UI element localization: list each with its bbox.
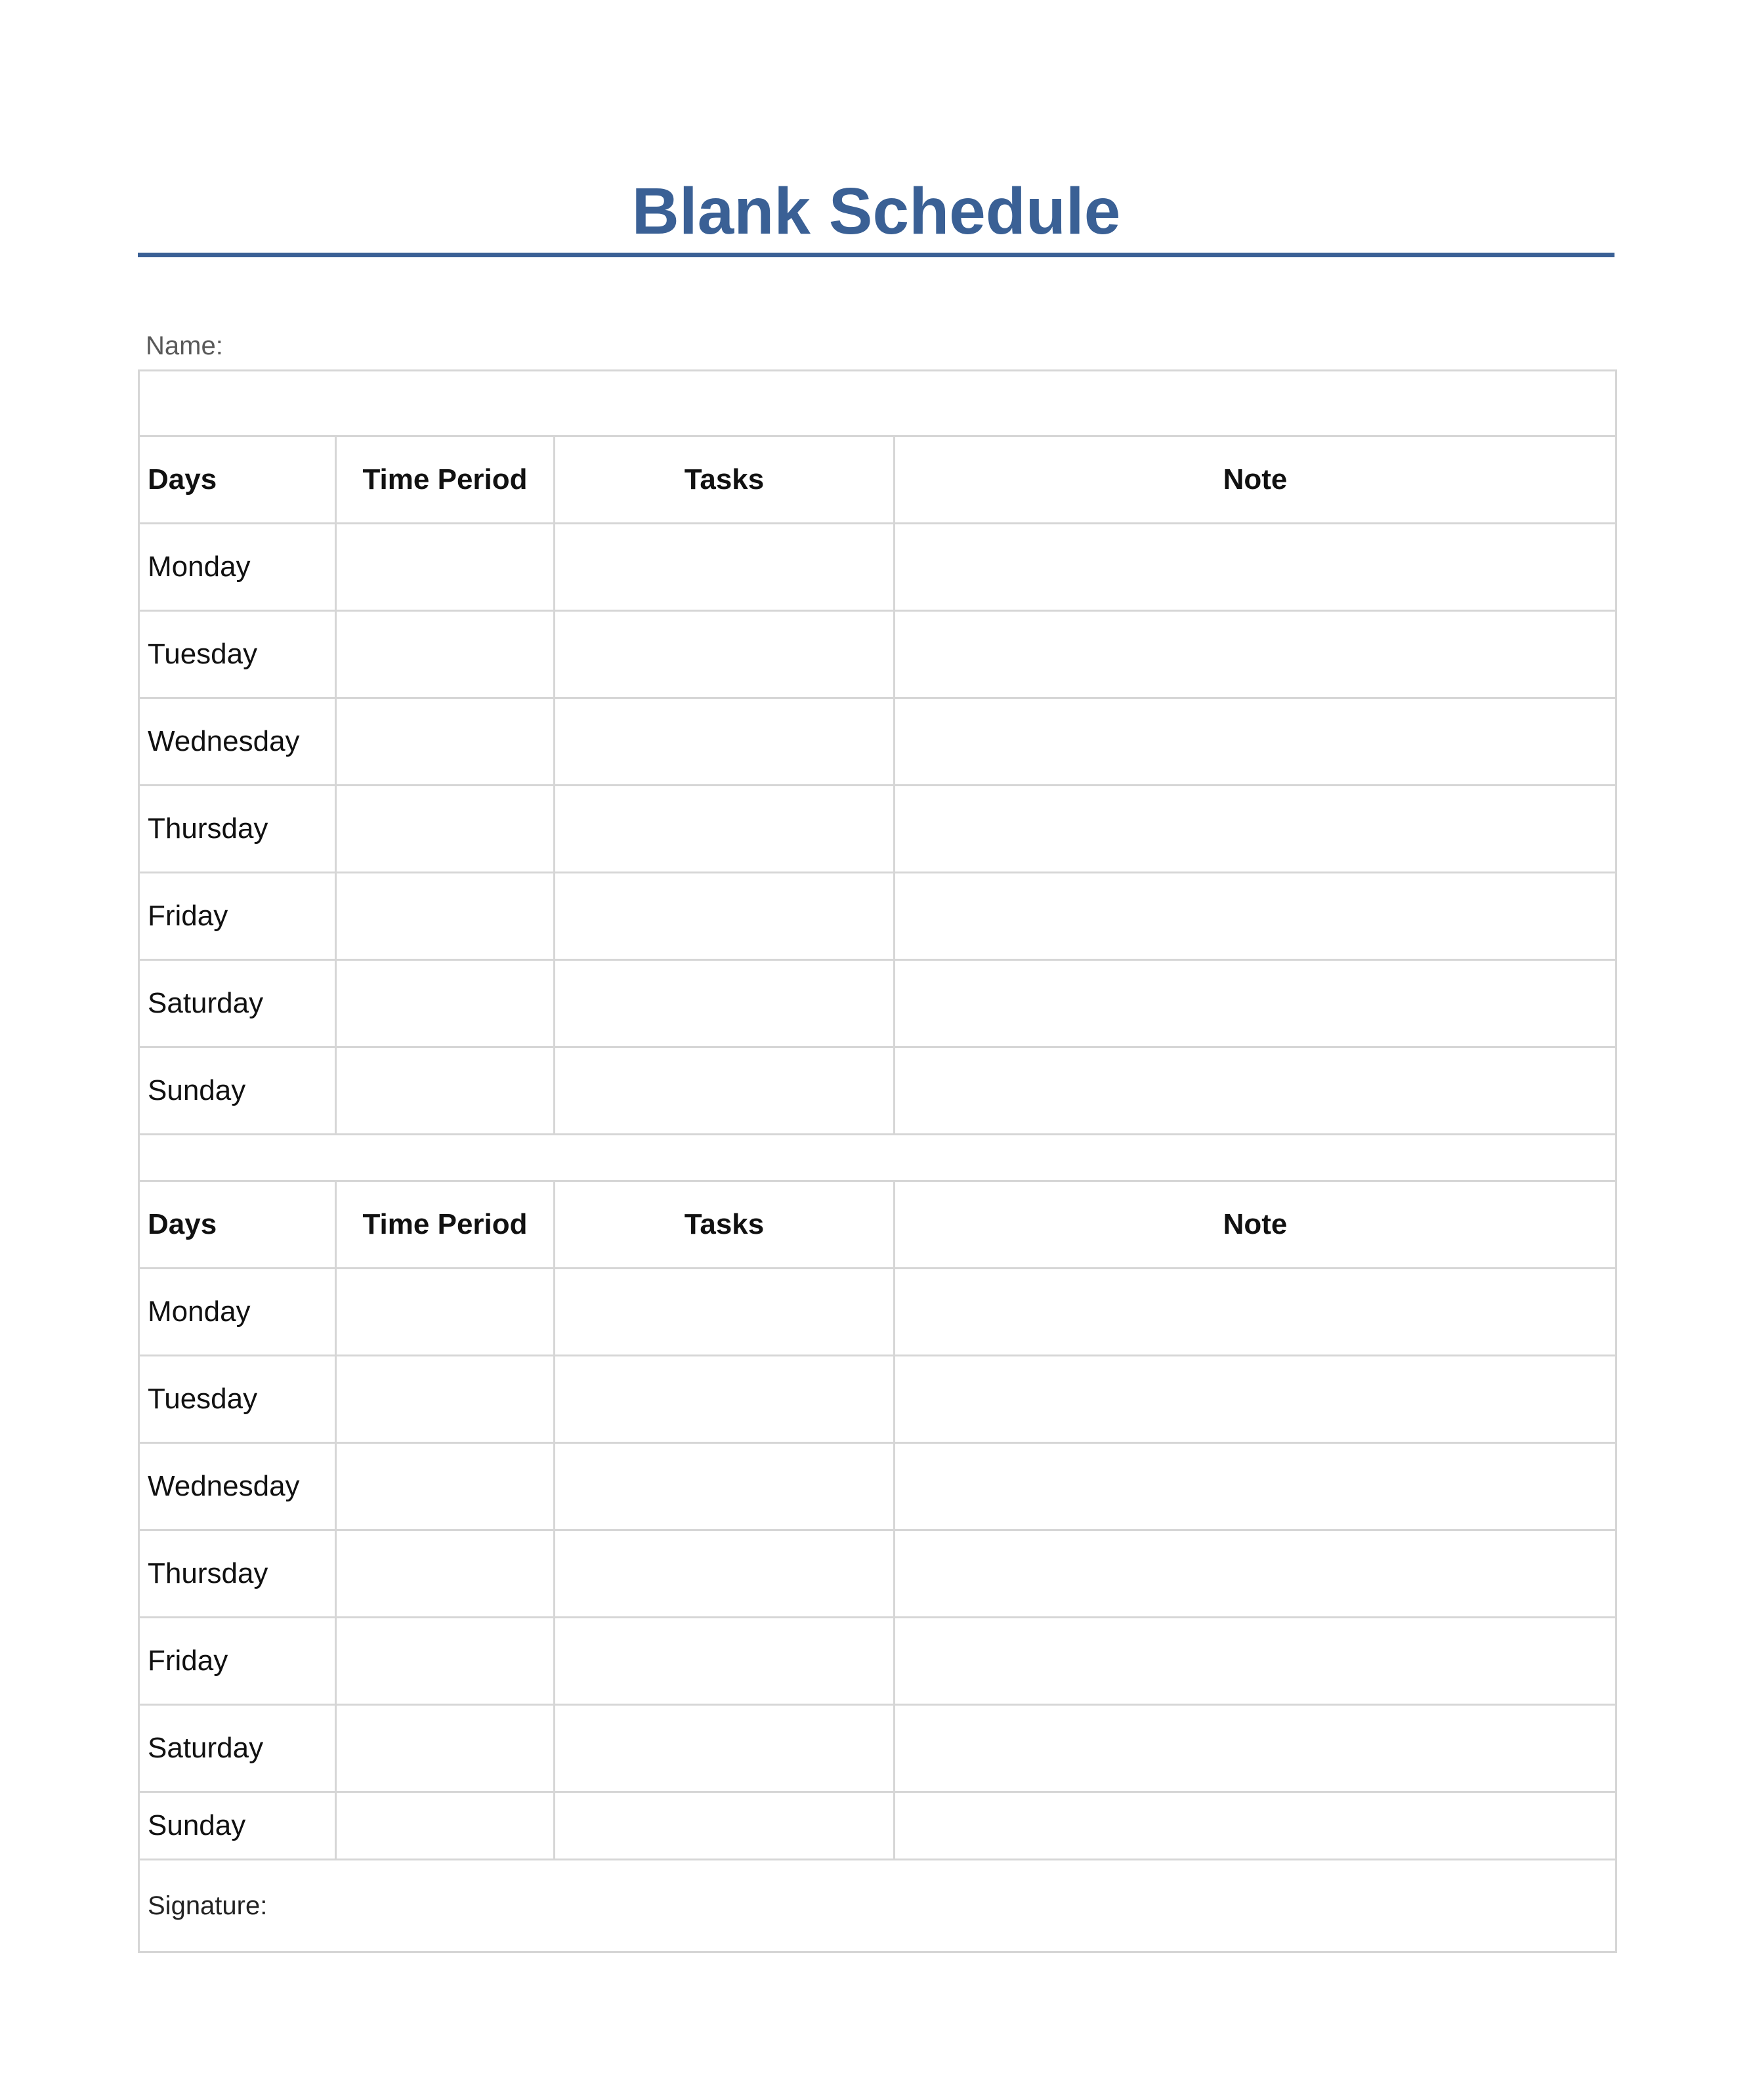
day-label: Sunday [139,1047,336,1135]
name-label: Name: [146,331,223,360]
tasks-cell[interactable] [555,960,895,1047]
tasks-cell[interactable] [555,1047,895,1135]
tasks-cell[interactable] [555,1443,895,1530]
time-period-cell[interactable] [336,786,555,873]
note-cell[interactable] [895,1792,1616,1860]
header-note: Note [895,1181,1616,1269]
note-cell[interactable] [895,1618,1616,1705]
time-period-cell[interactable] [336,1047,555,1135]
time-period-cell[interactable] [336,1792,555,1860]
note-cell[interactable] [895,873,1616,960]
time-period-cell[interactable] [336,1356,555,1443]
time-period-cell[interactable] [336,698,555,786]
table-row [139,1618,1616,1705]
time-period-cell[interactable] [336,1530,555,1618]
tasks-cell[interactable] [555,1618,895,1705]
day-label: Friday [139,873,336,960]
tasks-cell[interactable] [555,698,895,786]
table-row [139,873,1616,960]
header-time-period: Time Period [336,1181,555,1269]
table-row [139,786,1616,873]
header-days: Days [139,1181,336,1269]
table-row [139,1792,1616,1860]
name-entry-field[interactable] [139,371,1616,436]
tasks-cell[interactable] [555,611,895,698]
day-label: Saturday [139,1705,336,1792]
note-cell[interactable] [895,1443,1616,1530]
document-title: Blank Schedule [631,175,1121,248]
schedule-table [138,369,1617,1953]
tasks-cell[interactable] [555,524,895,611]
day-label: Monday [139,524,336,611]
table-row [139,698,1616,786]
day-label: Saturday [139,960,336,1047]
header-note: Note [895,436,1616,524]
day-label: Thursday [139,786,336,873]
time-period-cell[interactable] [336,524,555,611]
table-row [139,1356,1616,1443]
tasks-cell[interactable] [555,1269,895,1356]
day-label: Monday [139,1269,336,1356]
header-days: Days [139,436,336,524]
note-cell[interactable] [895,1356,1616,1443]
time-period-cell[interactable] [336,1443,555,1530]
note-cell[interactable] [895,1530,1616,1618]
tasks-cell[interactable] [555,1705,895,1792]
day-label: Wednesday [139,1443,336,1530]
tasks-cell[interactable] [555,1530,895,1618]
day-label: Friday [139,1618,336,1705]
table-row [139,1047,1616,1135]
tasks-cell[interactable] [555,873,895,960]
table-row [139,960,1616,1047]
header-row-week-2 [139,1181,1616,1269]
day-label: Wednesday [139,698,336,786]
header-tasks: Tasks [555,1181,895,1269]
time-period-cell[interactable] [336,1269,555,1356]
note-cell[interactable] [895,960,1616,1047]
time-period-cell[interactable] [336,611,555,698]
note-cell[interactable] [895,1047,1616,1135]
day-label: Tuesday [139,611,336,698]
day-label: Tuesday [139,1356,336,1443]
time-period-cell[interactable] [336,873,555,960]
time-period-cell[interactable] [336,1618,555,1705]
day-label: Thursday [139,1530,336,1618]
table-row [139,1269,1616,1356]
note-cell[interactable] [895,611,1616,698]
signature-field[interactable] [139,1860,1616,1952]
note-cell[interactable] [895,1705,1616,1792]
header-time-period: Time Period [336,436,555,524]
tasks-cell[interactable] [555,1792,895,1860]
section-spacer-row [139,1135,1616,1181]
table-row [139,1443,1616,1530]
note-cell[interactable] [895,786,1616,873]
section-spacer [139,1135,1616,1181]
signature-label: Signature: [148,1891,268,1920]
note-cell[interactable] [895,1269,1616,1356]
header-row-week-1 [139,436,1616,524]
note-cell[interactable] [895,524,1616,611]
table-row [139,524,1616,611]
tasks-cell[interactable] [555,786,895,873]
name-entry-row [139,371,1616,436]
title-underline [138,253,1614,257]
table-row [139,611,1616,698]
tasks-cell[interactable] [555,1356,895,1443]
day-label: Sunday [139,1792,336,1860]
note-cell[interactable] [895,698,1616,786]
signature-row [139,1860,1616,1952]
table-row [139,1705,1616,1792]
time-period-cell[interactable] [336,1705,555,1792]
table-row [139,1530,1616,1618]
time-period-cell[interactable] [336,960,555,1047]
header-tasks: Tasks [555,436,895,524]
